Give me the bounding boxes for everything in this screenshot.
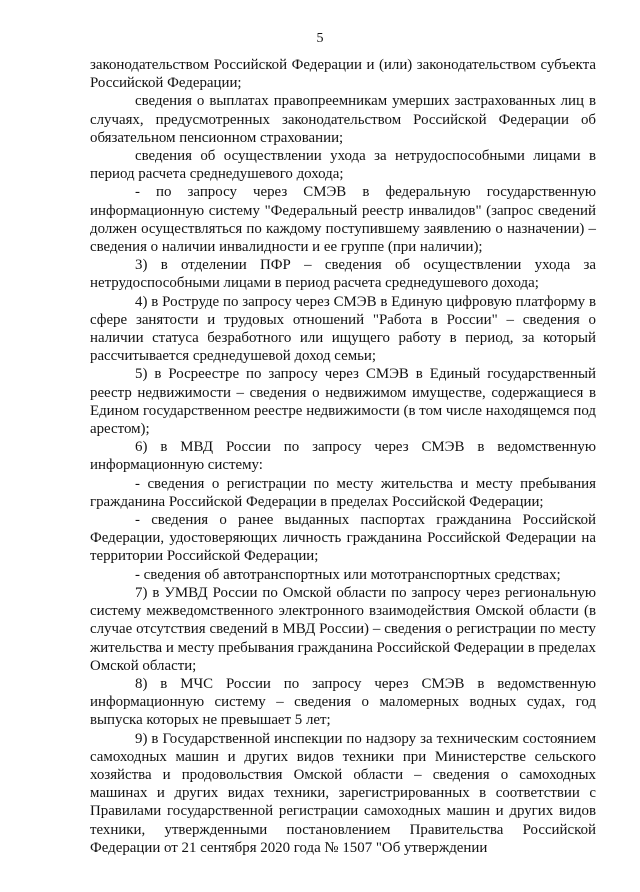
paragraph-2: сведения о выплатах правопреемникам умерших застрахованных лиц в случаях, предусмотренных законодательством Российской Федерации об обязательном пенсионном страховании; bbox=[90, 93, 596, 146]
paragraph-12: 7) в УМВД России по Омской области по запросу через региональную систему межведомственного электронного взаимодействия Омской области (в случае отсутствия сведений в МВД России) – сведения о регистрации по месту жительства и месту пребывания гражданина Российской Федерации в пределах Омской области; bbox=[90, 584, 596, 674]
paragraph-13: 8) в МЧС России по запросу через СМЭВ в ведомственную информационную систему – сведения о маломерных водных судах, год выпуска которых не превышает 5 лет; bbox=[90, 675, 596, 729]
paragraph-8: 6) в МВД России по запросу через СМЭВ в ведомственную информационную систему: bbox=[90, 439, 596, 474]
paragraph-9: - сведения о регистрации по месту жительства и месту пребывания гражданина Российской Федерации в пределах Российской Федерации; bbox=[90, 475, 596, 510]
paragraph-6: 4) в Роструде по запросу через СМЭВ в Единую цифровую платформу в сфере занятости и трудовых отношений "Работа в России" – сведения о наличии статуса безработного или ищущего работу в период, за который рассчитывается среднедушевой доход семьи; bbox=[90, 293, 596, 365]
paragraph-4: - по запросу через СМЭВ в федеральную государственную информационную систему "Федеральный реестр инвалидов" (запрос сведений должен осуществляться по каждому поступившему заявлению о назначении) – сведения о наличии инвалидности и ее группе (при наличии); bbox=[90, 184, 596, 256]
paragraph-7: 5) в Росреестре по запросу через СМЭВ в Единый государственный реестр недвижимости – сведения о недвижимом имуществе, содержащиеся в Едином государственном реестре недвижимости (в том числе находящемся под арестом); bbox=[90, 366, 596, 438]
paragraph-10: - сведения о ранее выданных паспортах гражданина Российской Федерации, удостоверяющих личность гражданина Российской Федерации на территории Российской Федерации; bbox=[90, 512, 596, 565]
paragraph-11: - сведения об автотранспортных или мототранспортных средствах; bbox=[135, 566, 561, 583]
paragraph-14: 9) в Государственной инспекции по надзору за техническим состоянием самоходных машин и других видов техники при Министерстве сельского хозяйства и продовольствия Омской области – сведения о самоходных машинах и других видах техники, зарегистрированных в соответствии с Правилами государственной регистрации самоходных машин и других видов техники, утвержденными постановлением Правительства Российской Федерации от 21 сентября 2020 года № 1507 "Об утверждении bbox=[90, 730, 596, 856]
paragraph-1: законодательством Российской Федерации и (или) законодательством субъекта Российской Федерации; bbox=[90, 57, 596, 92]
paragraph-5: 3) в отделении ПФР – сведения об осуществлении ухода за нетрудоспособными лицами в период расчета среднедушевого дохода; bbox=[90, 257, 596, 292]
page-number: 5 bbox=[316, 31, 324, 46]
document-body bbox=[90, 56, 596, 857]
paragraph-3: сведения об осуществлении ухода за нетрудоспособными лицами в период расчета среднедушевого дохода; bbox=[90, 148, 596, 183]
